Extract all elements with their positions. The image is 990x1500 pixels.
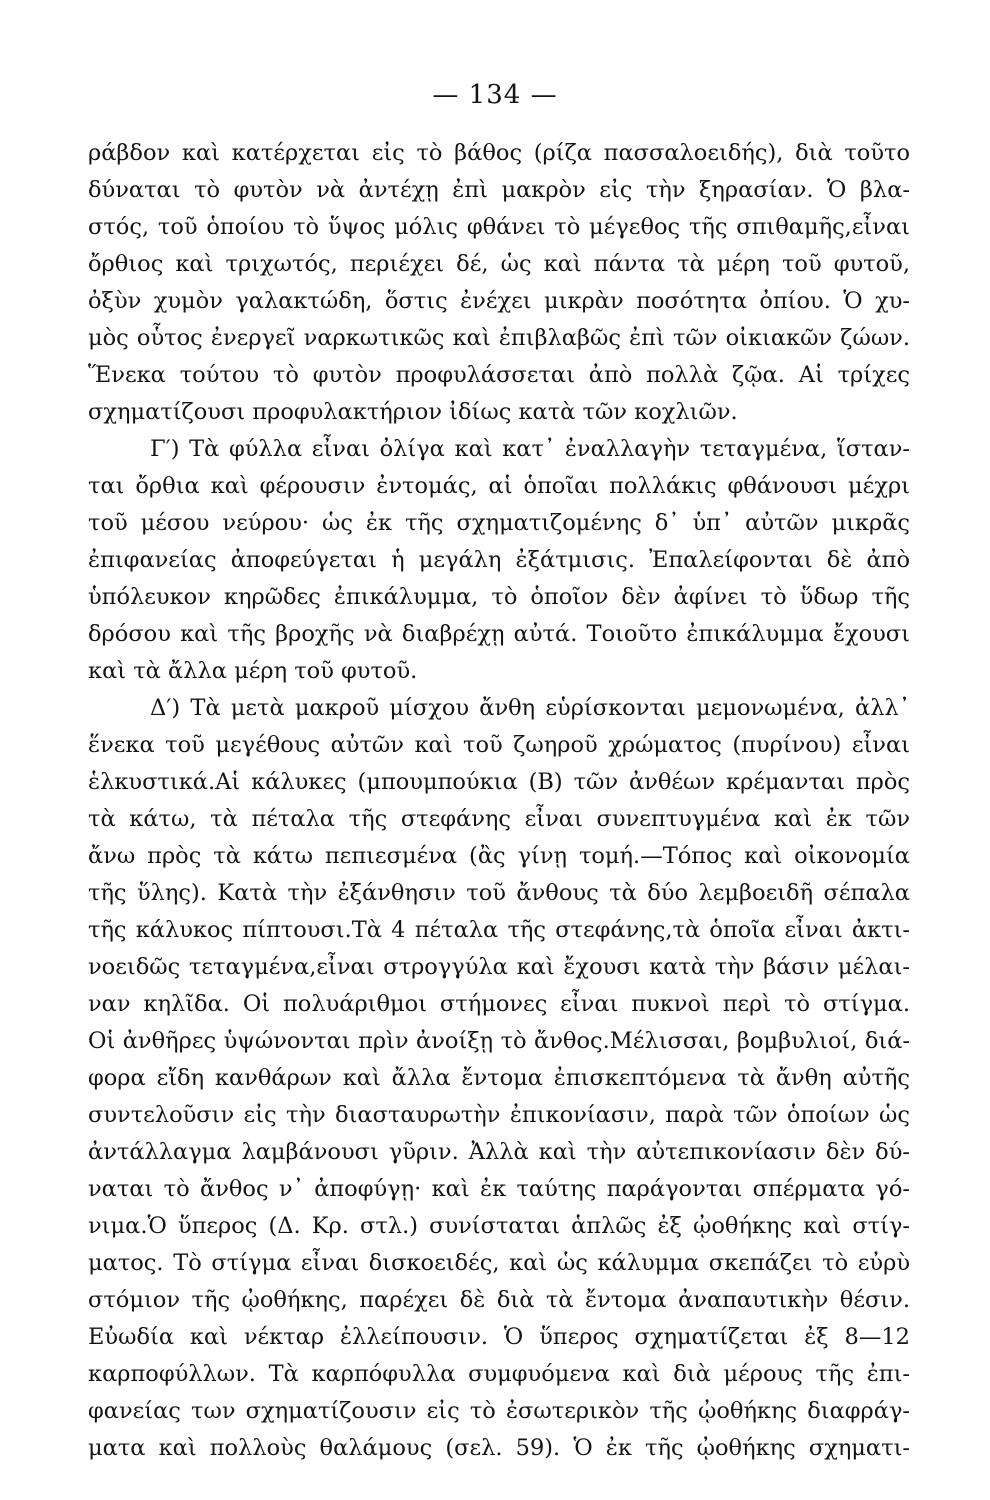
text-line: ναν κηλῖδα. Οἱ πολυάριθμοι στήμονες εἶναι πυκνοὶ περὶ τὸ στίγμα. bbox=[88, 991, 910, 1017]
text-line: ἀντάλλαγμα λαμβάνουσι γῦριν. Ἀλλὰ καὶ τὴν αὐτεπικονίασιν δὲν δύ- bbox=[88, 1139, 910, 1165]
text-line: τῆς ὕλης). Κατὰ τὴν ἐξάνθησιν τοῦ ἄνθους τὰ δύο λεμβοειδῆ σέπαλα bbox=[88, 880, 910, 906]
text-line: ται ὄρθια καὶ φέρουσιν ἐντομάς, αἱ ὁποῖαι πολλάκις φθάνουσι μέχρι bbox=[88, 473, 910, 499]
text-line: νιμα.Ὁ ὕπερος (Δ. Κρ. στλ.) συνίσταται ἁπλῶς ἐξ ᾠοθήκης καὶ στίγ- bbox=[88, 1213, 910, 1239]
text-line: μὸς οὗτος ἐνεργεῖ ναρκωτικῶς καὶ ἐπιβλαβῶς ἐπὶ τῶν οἰκιακῶν ζώων. bbox=[88, 325, 910, 351]
text-line: ἕνεκα τοῦ μεγέθους αὐτῶν καὶ τοῦ ζωηροῦ χρώματος (πυρίνου) εἶναι bbox=[88, 732, 910, 758]
text-line: Ἕνεκα τούτου τὸ φυτὸν προφυλάσσεται ἀπὸ πολλὰ ζῷα. Αἱ τρίχες bbox=[88, 362, 910, 388]
text-line: καρποφύλλων. Τὰ καρπόφυλλα συμφυόμενα καὶ διὰ μέρους τῆς ἐπι- bbox=[88, 1361, 910, 1387]
text-line: ματος. Τὸ στίγμα εἶναι δισκοειδές, καὶ ὡς κάλυμμα σκεπάζει τὸ εὐρὺ bbox=[88, 1250, 910, 1276]
paragraph-gamma-first-line: Γ′) Τὰ φύλλα εἶναι ὀλίγα καὶ κατ᾽ ἐναλλαγὴν τεταγμένα, ἵσταν- bbox=[150, 436, 910, 462]
text-line: φορα εἴδη κανθάρων καὶ ἄλλα ἔντομα ἐπισκεπτόμενα τὰ ἄνθη αὐτῆς bbox=[88, 1065, 910, 1091]
text-line: συντελοῦσιν εἰς τὴν διασταυρωτὴν ἐπικονίασιν, παρὰ τῶν ὁποίων ὡς bbox=[88, 1102, 910, 1128]
text-line: στός, τοῦ ὁποίου τὸ ὕψος μόλις φθάνει τὸ μέγεθος τῆς σπιθαμῆς,εἶναι bbox=[88, 214, 910, 240]
text-line: τὰ κάτω, τὰ πέταλα τῆς στεφάνης εἶναι συνεπτυγμένα καὶ ἐκ τῶν bbox=[88, 806, 910, 832]
text-line: Οἱ ἀνθῆρες ὑψώνονται πρὶν ἀνοίξῃ τὸ ἄνθος.Μέλισσαι, βομβυλιοί, διά- bbox=[88, 1028, 910, 1054]
text-line: νοειδῶς τεταγμένα,εἶναι στρογγύλα καὶ ἔχουσι κατὰ τὴν βάσιν μέλαι- bbox=[88, 954, 910, 980]
text-line: στόμιον τῆς ᾠοθήκης, παρέχει δὲ διὰ τὰ ἔντομα ἀναπαυτικὴν θέσιν. bbox=[88, 1287, 910, 1313]
text-line: ἐπιφανείας ἀποφεύγεται ἡ μεγάλη ἐξάτμισις. Ἐπαλείφονται δὲ ἀπὸ bbox=[88, 547, 910, 573]
text-line: ναται τὸ ἄνθος ν᾽ ἀποφύγῃ· καὶ ἐκ ταύτης παράγονται σπέρματα γό- bbox=[88, 1176, 910, 1202]
text-line: ὄρθιος καὶ τριχωτός, περιέχει δέ, ὡς καὶ πάντα τὰ μέρη τοῦ φυτοῦ, bbox=[88, 251, 910, 277]
paragraph-delta-first-line: Δ′) Τὰ μετὰ μακροῦ μίσχου ἄνθη εὑρίσκονται μεμονωμένα, ἀλλ᾽ bbox=[150, 695, 910, 721]
text-line: καὶ τὰ ἄλλα μέρη τοῦ φυτοῦ. bbox=[88, 658, 418, 684]
text-line: ράβδον καὶ κατέρχεται εἰς τὸ βάθος (ρίζα πασσαλοειδής), διὰ τοῦτο bbox=[88, 140, 910, 166]
text-line: ἄνω πρὸς τὰ κάτω πεπιεσμένα (ἂς γίνῃ τομή.—Τόπος καὶ οἰκονομία bbox=[88, 843, 910, 869]
text-line: δρόσου καὶ τῆς βροχῆς νὰ διαβρέχῃ αὐτά. Τοιοῦτο ἐπικάλυμμα ἔχουσι bbox=[88, 621, 910, 647]
text-line: σχηματίζουσι προφυλακτήριον ἰδίως κατὰ τῶν κοχλιῶν. bbox=[88, 399, 738, 425]
text-line: τῆς κάλυκος πίπτουσι.Τὰ 4 πέταλα τῆς στεφάνης,τὰ ὁποῖα εἶναι ἀκτι- bbox=[88, 917, 910, 943]
text-line: ματα καὶ πολλοὺς θαλάμους (σελ. 59). Ὁ ἐκ τῆς ᾠοθήκης σχηματι- bbox=[88, 1435, 910, 1461]
text-line: ὑπόλευκον κηρῶδες ἐπικάλυμμα, τὸ ὁποῖον δὲν ἀφίνει τὸ ὕδωρ τῆς bbox=[88, 584, 910, 610]
text-line: τοῦ μέσου νεύρου· ὡς ἐκ τῆς σχηματιζομένης δ᾽ ὑπ᾽ αὐτῶν μικρᾶς bbox=[88, 510, 910, 536]
text-line: φανείας των σχηματίζουσιν εἰς τὸ ἐσωτερικὸν τῆς ᾠοθήκης διαφράγ- bbox=[88, 1398, 910, 1424]
text-line: ἑλκυστικά.Αἱ κάλυκες (μπουμπούκια (Β) τῶν ἀνθέων κρέμανται πρὸς bbox=[88, 769, 910, 795]
text-line: ὀξὺν χυμὸν γαλακτώδη, ὅστις ἐνέχει μικρὰν ποσότητα ὀπίου. Ὁ χυ- bbox=[88, 288, 910, 314]
text-line: Εὐωδία καὶ νέκταρ ἐλλείπουσιν. Ὁ ὕπερος σχηματίζεται ἐξ 8—12 bbox=[88, 1324, 910, 1350]
page-number: — 134 — bbox=[432, 80, 558, 110]
text-line: δύναται τὸ φυτὸν νὰ ἀντέχῃ ἐπὶ μακρὸν εἰς τὴν ξηρασίαν. Ὁ βλα- bbox=[88, 177, 910, 203]
